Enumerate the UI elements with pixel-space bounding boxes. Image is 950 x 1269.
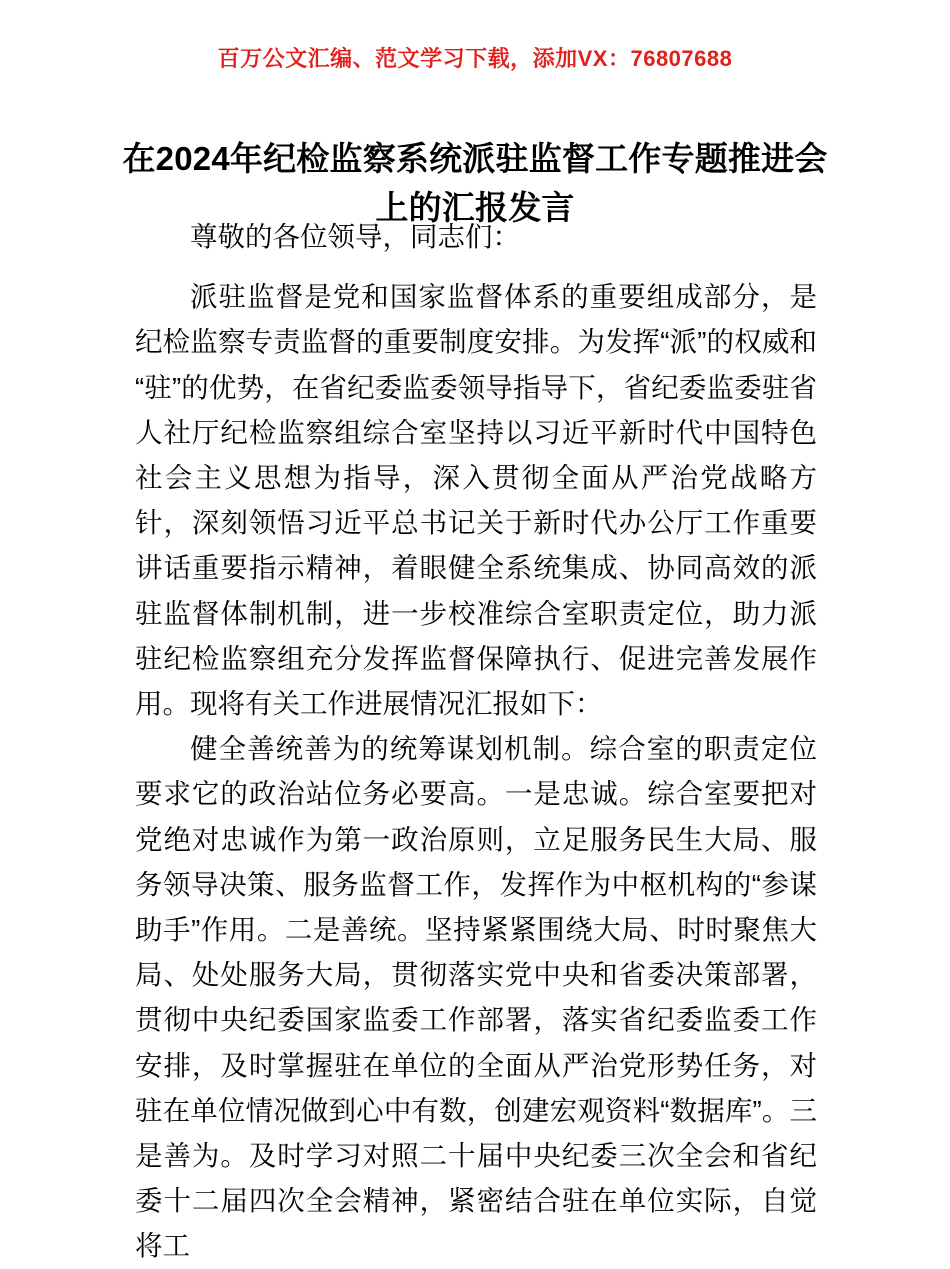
paragraph-section-one: 健全善统善为的统筹谋划机制。综合室的职责定位要求它的政治站位务必要高。一是忠诚。综合室要把对党绝对忠诚作为第一政治原则，立足服务民生大局、服务领导决策、服务监督工作，发挥作为中枢机构的“参谋助手”作用。二是善统。坚持紧紧围绕大局、时时聚焦大局、处处服务大局，贯彻落实党中央和省委决策部署，贯彻中央纪委国家监委工作部署，落实省纪委监委工作安排，及时掌握驻在单位的全面从严治党形势任务，对驻在单位情况做到心中有数，创建宏观资料“数据库”。三是善为。及时学习对照二十届中央纪委三次全会和省纪委十二届四次全会精神，紧密结合驻在单位实际，自觉将工: [135, 733, 817, 1262]
paragraph-intro: 派驻监督是党和国家监督体系的重要组成部分，是纪检监察专责监督的重要制度安排。为发挥“派”的权威和“驻”的优势，在省纪委监委领导指导下，省纪委监委驻省人社厅纪检监察组综合室坚持以习近平新时代中国特色社会主义思想为指导，深入贯彻全面从严治党战略方针，深刻领悟习近平总书记关于新时代办公厅工作重要讲话重要指示精神，着眼健全系统集成、协同高效的派驻监督体制机制，进一步校准综合室职责定位，助力派驻纪检监察组充分发挥监督保障执行、促进完善发展作用。现将有关工作进展情况汇报如下：: [135, 281, 817, 720]
document-title: 在2024年纪检监察系统派驻监督工作专题推进会上的汇报发言: [122, 140, 828, 227]
paragraph-salutation: 尊敬的各位领导，同志们：: [190, 221, 520, 252]
promo-header-text: 百万公文汇编、范文学习下载，添加VX：76807688: [217, 46, 733, 71]
document-body: [135, 214, 817, 1269]
